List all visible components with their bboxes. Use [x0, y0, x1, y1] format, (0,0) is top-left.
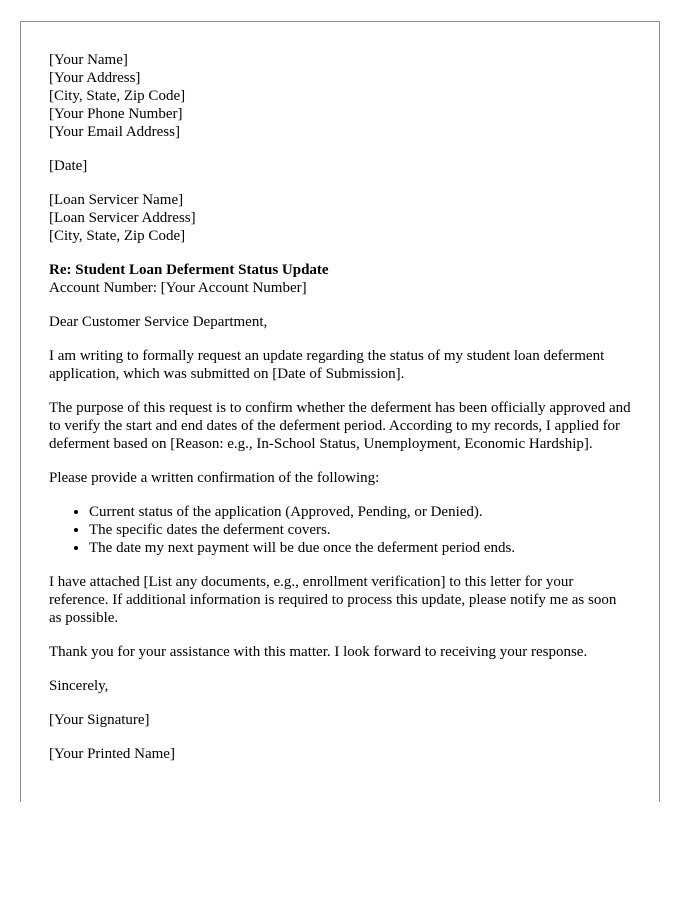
- sign-off: Sincerely,: [49, 678, 109, 694]
- salutation: Dear Customer Service Department,: [49, 314, 268, 330]
- sender-name: [Your Name]: [49, 52, 128, 68]
- confirmation-list: [49, 503, 631, 557]
- body-paragraph-1: I am writing to formally request an update regarding the status of my student loan deferment application, which was submitted on [Date of Submission].: [49, 348, 605, 382]
- sender-city-state-zip: [City, State, Zip Code]: [49, 88, 186, 104]
- sender-phone: [Your Phone Number]: [49, 106, 183, 122]
- list-item: • Current status of the application (Approved, Pending, or Denied).: [89, 503, 631, 521]
- list-item: • The specific dates the deferment covers.: [89, 521, 631, 539]
- signature-placeholder: [Your Signature]: [49, 712, 150, 728]
- date-block: [49, 157, 631, 175]
- subject-block: [49, 261, 631, 297]
- printed-name: [Your Printed Name]: [49, 746, 175, 762]
- recipient-city-state-zip: [City, State, Zip Code]: [49, 228, 186, 244]
- letter-date: [Date]: [49, 158, 88, 174]
- account-number-line: Account Number: [Your Account Number]: [49, 280, 307, 296]
- recipient-block: [49, 191, 631, 245]
- sender-address: [Your Address]: [49, 70, 141, 86]
- body-paragraph-3: Please provide a written confirmation of the following:: [49, 470, 380, 486]
- body-paragraph-2: The purpose of this request is to confirm whether the deferment has been officially approved and to verify the start and end dates of the deferment period. According to my records, I applied for deferment based on [Reason: e.g., In-School Status, Unemployment, Economic Hardship].: [49, 400, 631, 452]
- recipient-address: [Loan Servicer Address]: [49, 210, 196, 226]
- sender-email: [Your Email Address]: [49, 124, 180, 140]
- subject-line: Re: Student Loan Deferment Status Update: [49, 262, 329, 278]
- recipient-name: [Loan Servicer Name]: [49, 192, 184, 208]
- list-item: • The date my next payment will be due once the deferment period ends.: [89, 539, 631, 557]
- closing-paragraph-2: Thank you for your assistance with this matter. I look forward to receiving your response.: [49, 644, 588, 660]
- closing-paragraph-1: I have attached [List any documents, e.g., enrollment verification] to this letter for your reference. If additional information is required to process this update, please notify me as soon as possible.: [49, 574, 617, 626]
- sender-block: [49, 51, 631, 141]
- letter-page: [20, 21, 660, 802]
